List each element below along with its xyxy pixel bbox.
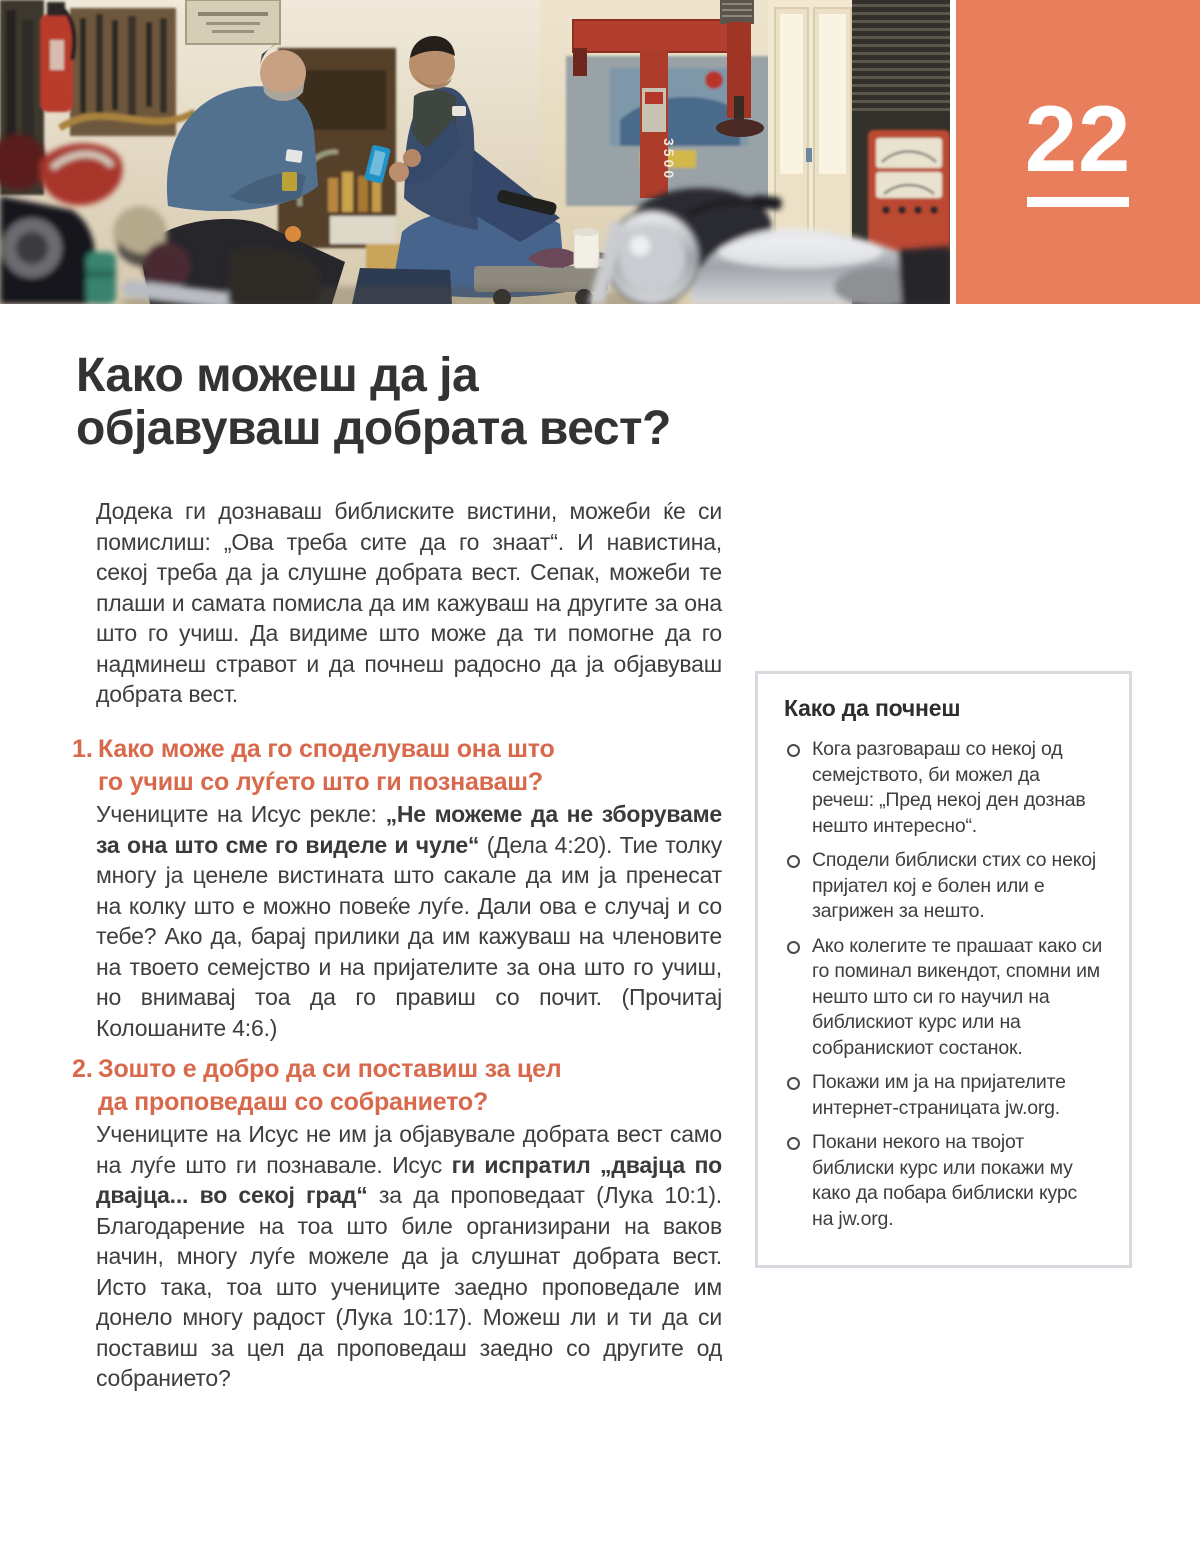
heading-line: да проповедаш со собранието? [98, 1087, 489, 1116]
fire-extinguisher [40, 2, 74, 112]
sidebar-item-text: Ако колегите те прашаат како си го поминал викендот, спомни им нешто што си го научил на библискиот курс или на собранискиот состанок. [812, 934, 1103, 1059]
sidebar-item-2 [784, 848, 1103, 925]
heading-line: Како може да го споделуваш она што [98, 735, 555, 763]
sidebar-item-5 [784, 1130, 1103, 1232]
hero-photo [0, 0, 950, 304]
sidebar-list [784, 737, 1103, 1232]
sidebar-title: Како да почнеш [784, 695, 961, 721]
heading-line: Зошто е добро да си поставиш за цел [98, 1055, 562, 1083]
sidebar-item-4 [784, 1070, 1103, 1121]
question-1-number: 1. [72, 735, 93, 763]
snack [285, 226, 301, 242]
sidebar-item-1 [784, 737, 1103, 839]
sidebar-how-to-start [755, 671, 1132, 1268]
name-patch [452, 106, 466, 116]
bullet-ring-icon [787, 744, 800, 757]
bullet-ring-icon [787, 1077, 800, 1090]
bullet-ring-icon [787, 855, 800, 868]
crane-capacity-label: 3500 [661, 138, 677, 182]
gauge [876, 138, 942, 168]
question-1-title [98, 733, 555, 798]
garage-scene-illustration [0, 0, 950, 304]
sidebar-item-3 [784, 934, 1103, 1062]
sidebar-item-text: Кога разговараш со некој од семејството, би можел да речеш: „Пред некој ден дознав нешто интересно“. [812, 738, 1086, 837]
lesson-number-badge [956, 0, 1200, 304]
door-handle [806, 148, 812, 162]
question-2-number: 2. [72, 1055, 93, 1083]
title-line-2: објавуваш добрата вест? [76, 402, 671, 455]
lesson-number-underline [1027, 197, 1129, 207]
question-1-paragraph: Учениците на Исус рекле: „Не можеме да не зборуваме за она што сме го виделе и чуле“ (Дела 4:20). Тие толку многу ја ценеле вистината што сакале да им ја пренесат на колку што е можно повеќе луѓе. Дали ова е случај и со тебе? Ако да, барај прилики да им кажуваш на членовите на твоето семејство и на пријателите за она што го учиш, но внимавај тоа да го правиш со почит. (Прочитај Колошаните 4:6.) [96, 801, 723, 1041]
heading-line: го учиш со луѓето што ги познаваш? [98, 767, 543, 796]
page-title [76, 349, 776, 455]
question-2-paragraph: Учениците на Исус не им ја објавувале добрата вест само на луѓе што ги познавале. Исус ги испратил „двајца по двајца... во секој град“ за да проповедаат (Лука 10:1). Благодарение на тоа што биле организирани на ваков начин, многу луѓе можеле да ја слушнат добрата вест. Исто така, тоа што учениците заедно проповедале им донело многу радост (Лука 10:17). Можеш ли и ти да си поставиш за цел да проповедаш заедно со другите од собранието? [96, 1121, 722, 1391]
lesson-number: 22 [1024, 85, 1132, 191]
wall-sign [186, 0, 280, 44]
title-line-1: Како можеш да ја [76, 349, 479, 402]
question-1-heading [72, 733, 732, 798]
sidebar-item-text: Покани некого на твојот библиски курс или покажи му како да побара библиски курс на jw.org. [812, 1131, 1078, 1230]
name-patch [285, 149, 303, 163]
tea-glass [282, 172, 297, 191]
coffee-cup [573, 228, 599, 268]
bullet-ring-icon [787, 941, 800, 954]
question-2-title [98, 1053, 561, 1118]
sidebar-item-text: Покажи им ја на пријателите интернет-страницата jw.org. [812, 1071, 1066, 1119]
seat [898, 246, 950, 304]
sidebar-item-text: Сподели библиски стих со некој пријател кој е болен или е загрижен за нешто. [812, 849, 1097, 922]
question-2-heading [72, 1053, 732, 1118]
intro-paragraph: Додека ги дознаваш библиските вистини, можеби ќе си помислиш: „Ова треба сите да го знаат“. И навистина, секој треба да ја слушне добрата вест. Сепак, можеби те плаши и самата помисла да им кажуваш на другите за она што го учиш. Да видиме што може да ти помогне да го надминеш стравот и да почнеш радосно да ја објавуваш добрата вест. [96, 498, 722, 707]
bullet-ring-icon [787, 1137, 800, 1150]
engine-tester [868, 130, 950, 254]
press-foot [716, 119, 764, 137]
